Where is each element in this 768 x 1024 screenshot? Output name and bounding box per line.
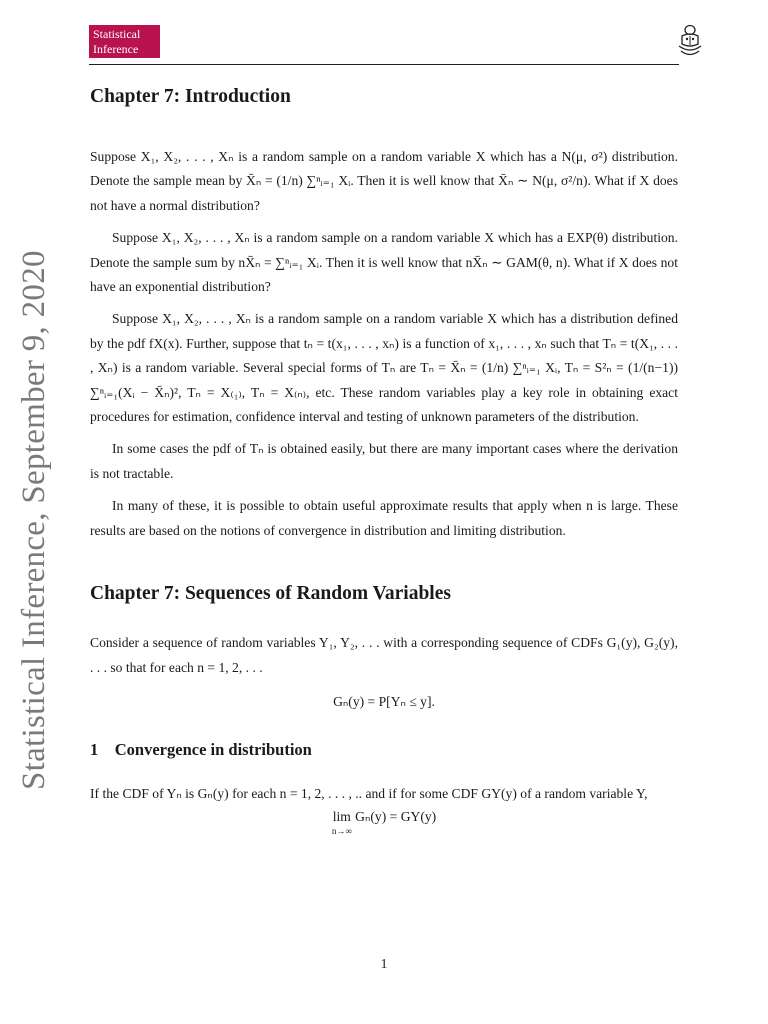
intro-paragraph-3: Suppose X₁, X₂, . . . , Xₙ is a random sample on a random variable X which has a distribution defined by the pdf fX(x). Further, suppose that tₙ = t(x₁, . . . , xₙ) is a function of x₁, . . . , xₙ such that Tₙ = t(X₁, . . . , Xₙ) is a random variable. Several special forms of Tₙ are Tₙ = X̄ₙ = (1/n) ∑ⁿᵢ₌₁ Xᵢ, Tₙ = S²ₙ = (1/(n−1)) ∑ⁿᵢ₌₁(Xᵢ − X̄ₙ)², Tₙ = X₍₁₎, Tₙ = X₍ₙ₎, etc. These random variables play a key role in obtaining exact procedures for estimation, confidence interval and testing of unknown parameters of the distribution. — [90, 311, 678, 425]
limit-equation — [90, 810, 678, 838]
intro-paragraph-4: In some cases the pdf of Tₙ is obtained easily, but there are many important cases where the derivation is not tractable. — [90, 441, 678, 481]
cdf-equation: Gₙ(y) = P[Yₙ ≤ y]. — [333, 693, 435, 709]
journal-badge — [89, 25, 160, 58]
intro-paragraph-2: Suppose X₁, X₂, . . . , Xₙ is a random sample on a random variable X which has a EXP(θ) distribution. Denote the sample sum by nX̄ₙ = ∑ⁿᵢ₌₁ Xᵢ. Then it is well know that nX̄ₙ ∼ GAM(θ, n). What if X does not have an exponential distribution? — [90, 230, 678, 295]
limit-expression: Gₙ(y) = GY(y) — [355, 809, 437, 825]
badge-line2: Inference — [93, 42, 139, 56]
limit-subscript: n→∞ — [331, 826, 352, 837]
side-watermark: Statistical Inference, September 9, 2020 — [16, 250, 52, 790]
chapter-intro-title: Chapter 7: Introduction — [90, 86, 291, 107]
page-content — [90, 86, 678, 838]
badge-line1: Statistical — [93, 27, 141, 41]
university-seal-icon — [676, 24, 704, 58]
intro-paragraph-1: Suppose X₁, X₂, . . . , Xₙ is a random sample on a random variable X which has a N(μ, σ²) distribution. Denote the sample mean by X̄ₙ = (1/n) ∑ⁿᵢ₌₁ Xᵢ. Then it is well know that X̄ₙ ∼ N(μ, σ²/n). What if X does not have a normal distribution? — [90, 149, 678, 213]
limit-operator: lim — [332, 809, 351, 825]
sequences-paragraph-1: Consider a sequence of random variables Y₁, Y₂, . . . with a corresponding sequence of CDFs G₁(y), G₂(y), . . . so that for each n = 1, 2, . . . — [90, 635, 678, 675]
chapter-sequences-title: Chapter 7: Sequences of Random Variables — [90, 583, 451, 605]
section-convergence-title: 1 Convergence in distribution — [90, 739, 312, 759]
intro-paragraph-5: In many of these, it is possible to obtain useful approximate results that apply when n is large. These results are based on the notions of convergence in distribution and limiting distribution. — [90, 498, 678, 538]
convergence-paragraph-1: If the CDF of Yₙ is Gₙ(y) for each n = 1, 2, . . . , .. and if for some CDF GY(y) of a random variable Y, — [90, 785, 648, 801]
header-rule — [89, 64, 679, 65]
page-number: 1 — [380, 956, 388, 971]
